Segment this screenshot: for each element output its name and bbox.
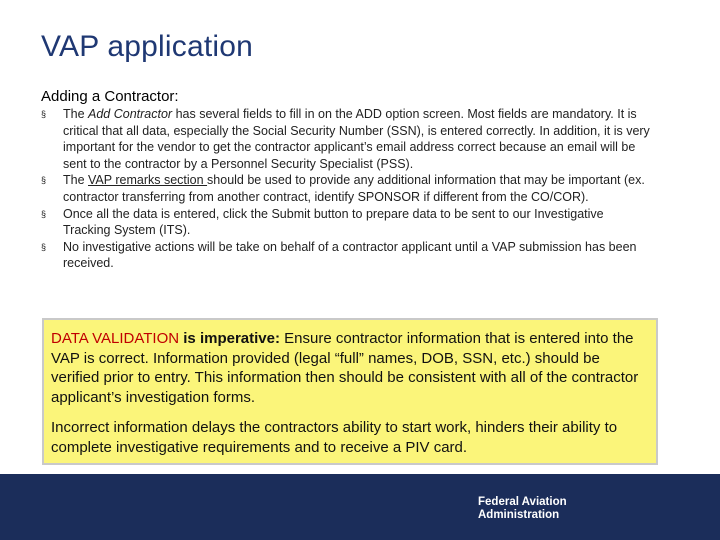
bullet-text: The (63, 173, 89, 188)
faa-line-2: Administration (478, 509, 560, 521)
bullet-text: No investigative actions will be take on behalf of a contractor applicant until a VAP submission has been received. (63, 239, 637, 271)
callout-lead-red: DATA VALIDATION (51, 330, 180, 347)
bullet-item-submit (41, 206, 653, 239)
callout-paragraph-1 (51, 329, 649, 407)
bullet-text: The (63, 107, 89, 121)
bullet-item-remarks (41, 172, 653, 205)
faa-line-1: Federal Aviation (478, 496, 567, 508)
slide-title: VAP application (41, 30, 254, 63)
bullet-underline: VAP remarks section (88, 173, 208, 188)
callout-paragraph-2: Incorrect information delays the contractors ability to start work, hinders their ability to complete investigative requirements and to receive a PIV card. (51, 419, 618, 456)
bullet-icon: § (41, 208, 47, 219)
bullet-list (41, 106, 653, 272)
footer-bar (0, 474, 720, 540)
data-validation-callout (42, 318, 658, 465)
bullet-text: should be used to provide any additional information that may be important (ex. contractor transferring from another contract, identify SPONSOR if different from the CO/COR). (63, 173, 645, 204)
faa-logo-text (478, 496, 567, 522)
callout-text: Ensure contractor information that is entered into the VAP is correct. Information provided (legal “full” names, DOB, SSN, etc.) should be verified prior to entry. This information then should be consistent with all of the contractor applicant’s investigation forms. (51, 330, 639, 406)
callout-lead-bold: is imperative: (179, 330, 280, 347)
bullet-emphasis: Add Contractor (88, 107, 173, 121)
bullet-text: Once all the data is entered, click the Submit button to prepare data to be sent to our Investigative Tracking System (ITS). (63, 206, 604, 238)
bullet-item-add-contractor (41, 106, 653, 172)
bullet-icon: § (41, 241, 47, 252)
bullet-text: has several fields to fill in on the ADD option screen. Most fields are mandatory. It is critical that all data, especially the Social Security Number (SSN), is entered correctly. In addition, it is very important for the vendor to get the contractor applicant’s email address correct because an email will be sent to the contractor by a Personnel Security Specialist (PSS). (63, 107, 650, 171)
bullet-item-investigative (41, 239, 653, 272)
slide-subtitle: Adding a Contractor: (41, 88, 179, 105)
bullet-icon: § (41, 175, 47, 186)
bullet-icon: § (41, 109, 47, 119)
